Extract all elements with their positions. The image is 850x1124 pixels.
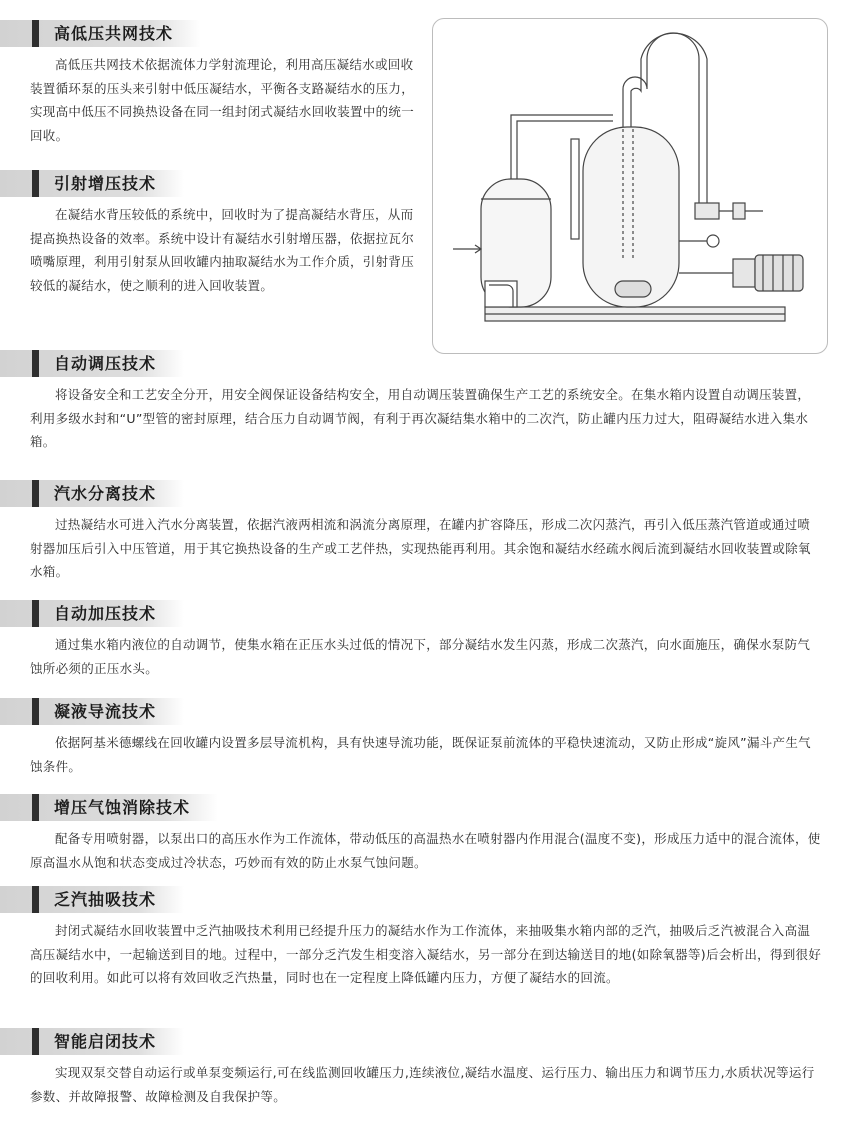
condensate-recovery-unit-drawing bbox=[433, 19, 827, 353]
section-exhaust-steam-suction bbox=[0, 886, 822, 990]
heading-marker bbox=[32, 20, 39, 47]
section-cavitation-elimination bbox=[0, 794, 822, 874]
section-auto-pressurization bbox=[0, 600, 822, 680]
section-heading bbox=[0, 1028, 184, 1055]
heading-text: 自动调压技术 bbox=[54, 354, 157, 373]
heading-text: 汽水分离技术 bbox=[54, 484, 157, 503]
heading-marker bbox=[32, 698, 39, 725]
heading-marker bbox=[32, 794, 39, 821]
section-paragraph: 配备专用喷射器，以泵出口的高压水作为工作流体，带动低压的高温热水在喷射器内作用混合(温度不变)，形成压力适中的混合流体，使原高温水从饱和状态变成过冷状态，巧妙而有效的防止水泵气蚀问题。 bbox=[30, 831, 821, 870]
section-paragraph: 将设备安全和工艺安全分开，用安全阀保证设备结构安全，用自动调压装置确保生产工艺的系统安全。在集水箱内设置自动调压装置，利用多级水封和“U”型管的密封原理，结合压力自动调节阀，有利于再次凝结集水箱中的二次汽，防止罐内压力过大，阻碍凝结水进入集水箱。 bbox=[30, 387, 811, 449]
heading-marker bbox=[32, 170, 39, 197]
section-paragraph: 依据阿基米德螺线在回收罐内设置多层导流机构，具有快速导流功能，既保证泵前流体的平稳快速流动，又防止形成“旋风”漏斗产生气蚀条件。 bbox=[30, 735, 811, 774]
section-heading bbox=[0, 350, 184, 377]
section-heading bbox=[0, 480, 184, 507]
section-paragraph: 在凝结水背压较低的系统中，回收时为了提高凝结水背压，从而提高换热设备的效率。系统中设计有凝结水引射增压器，依据拉瓦尔喷嘴原理，利用引射泵从回收罐内抽取凝结水为工作介质，引射背压较低的凝结水，使之顺利的进入回收装置。 bbox=[30, 207, 415, 293]
heading-text: 智能启闭技术 bbox=[54, 1032, 157, 1051]
section-paragraph: 高低压共网技术依据流体力学射流理论，利用高压凝结水或回收装置循环泵的压头来引射中低压凝结水，平衡各支路凝结水的压力，实现高中低压不同换热设备在同一组封闭式凝结水回收装置中的统一回收。 bbox=[30, 57, 415, 143]
section-paragraph: 封闭式凝结水回收装置中乏汽抽吸技术利用已经提升压力的凝结水作为工作流体，来抽吸集水箱内部的乏汽，抽吸后乏汽被混合入高温高压凝结水中，一起输送到目的地。过程中，一部分乏汽发生相变溶入凝结水，另一部分在到达输送目的地(如除氧器等)后会析出，得到很好的回收利用。如此可以将有效回收乏汽热量，同时也在一定程度上降低罐内压力，方便了凝结水的回流。 bbox=[30, 923, 822, 985]
section-heading bbox=[0, 170, 184, 197]
section-steam-water-separation bbox=[0, 480, 822, 584]
section-heading bbox=[0, 886, 184, 913]
section-heading bbox=[0, 794, 218, 821]
heading-text: 引射增压技术 bbox=[54, 174, 157, 193]
heading-text: 高低压共网技术 bbox=[54, 24, 174, 43]
section-paragraph: 过热凝结水可进入汽水分离装置，依据汽液两相流和涡流分离原理，在罐内扩容降压，形成二次闪蒸汽，再引入低压蒸汽管道或通过喷射器加压后引入中压管道，用于其它换热设备的生产或工艺伴热，实现热能再利用。其余饱和凝结水经疏水阀后流到凝结水回收装置或除氧水箱。 bbox=[30, 517, 811, 579]
heading-text: 乏汽抽吸技术 bbox=[54, 890, 157, 909]
heading-text: 凝液导流技术 bbox=[54, 702, 157, 721]
heading-marker bbox=[32, 886, 39, 913]
section-paragraph: 通过集水箱内液位的自动调节，使集水箱在正压水头过低的情况下，部分凝结水发生闪蒸，形成二次蒸汽，向水面施压，确保水泵防气蚀所必须的正压水头。 bbox=[30, 637, 811, 676]
section-smart-start-stop bbox=[0, 1028, 822, 1108]
section-heading bbox=[0, 20, 201, 47]
section-heading bbox=[0, 698, 184, 725]
section-heading bbox=[0, 600, 184, 627]
heading-marker bbox=[32, 350, 39, 377]
section-paragraph: 实现双泵交替自动运行或单泵变频运行,可在线监测回收罐压力,连续液位,凝结水温度、运行压力、输出压力和调节压力,水质状况等运行参数、并故障报警、故障检测及自我保护等。 bbox=[30, 1065, 815, 1104]
equipment-diagram bbox=[432, 18, 828, 354]
section-ejector-boost bbox=[0, 170, 422, 297]
heading-text: 自动加压技术 bbox=[54, 604, 157, 623]
heading-marker bbox=[32, 600, 39, 627]
section-condensate-diversion bbox=[0, 698, 822, 778]
heading-marker bbox=[32, 480, 39, 507]
section-high-low-pressure bbox=[0, 20, 422, 147]
heading-text: 增压气蚀消除技术 bbox=[54, 798, 191, 817]
section-auto-pressure-regulation bbox=[0, 350, 822, 454]
heading-marker bbox=[32, 1028, 39, 1055]
